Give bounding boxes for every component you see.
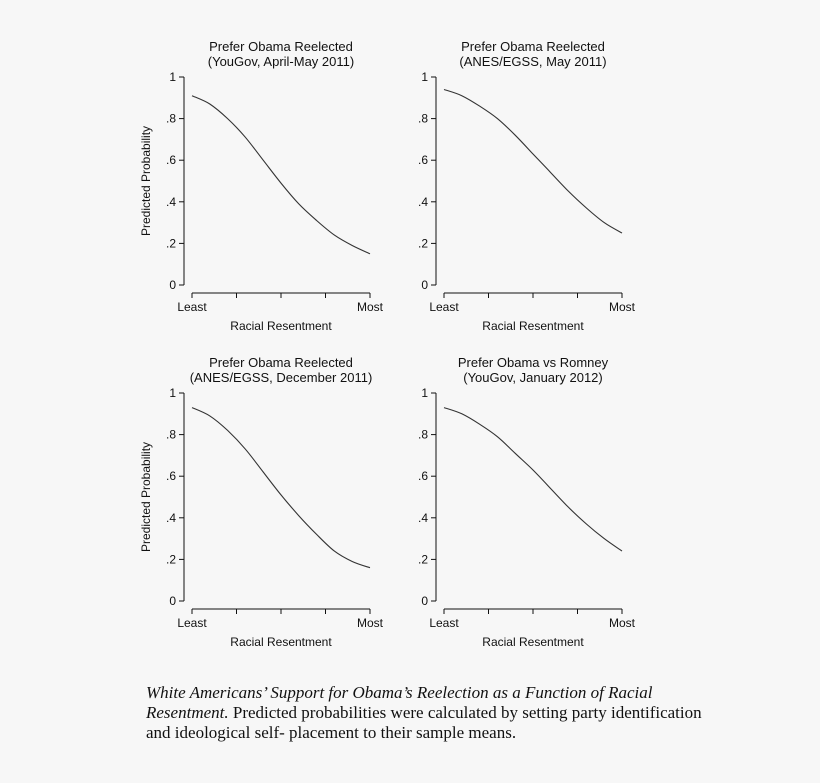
x-axis-title: Racial Resentment bbox=[482, 635, 584, 649]
y-tick-label: .2 bbox=[165, 552, 176, 567]
x-tick-label: Most bbox=[608, 616, 636, 630]
series-line bbox=[192, 96, 370, 254]
y-tick-label: .2 bbox=[165, 236, 176, 251]
chart-panel-3 bbox=[139, 355, 384, 649]
caption-body: Predicted probabilities were calculated by setting party identification and ideological self- placement to their sample means. bbox=[146, 703, 702, 742]
chart-subtitle: (YouGov, April-May 2011) bbox=[207, 54, 355, 69]
y-tick-label: 0 bbox=[169, 594, 176, 608]
y-tick-label: .8 bbox=[165, 427, 176, 442]
y-tick-label: 1 bbox=[421, 386, 428, 400]
y-tick-label: 1 bbox=[421, 70, 428, 84]
x-tick-label: Most bbox=[356, 616, 384, 630]
y-tick-label: 0 bbox=[421, 594, 428, 608]
y-axis-title: Predicted Probability bbox=[139, 125, 153, 237]
chart-title: Prefer Obama Reelected bbox=[209, 39, 353, 54]
figure-caption bbox=[146, 683, 706, 743]
chart-subtitle: (ANES/EGSS, December 2011) bbox=[189, 370, 373, 385]
chart-panel-2 bbox=[418, 39, 636, 333]
y-tick-label: .6 bbox=[165, 469, 176, 484]
y-tick-label: .6 bbox=[417, 469, 428, 484]
y-tick-label: .4 bbox=[165, 510, 176, 525]
y-tick-label: .2 bbox=[417, 552, 428, 567]
chart-title: Prefer Obama Reelected bbox=[209, 355, 353, 370]
y-tick-label: .8 bbox=[417, 427, 428, 442]
y-tick-label: 1 bbox=[169, 70, 176, 84]
chart-subtitle: (ANES/EGSS, May 2011) bbox=[459, 54, 607, 69]
x-axis-title: Racial Resentment bbox=[482, 319, 584, 333]
x-tick-label: Least bbox=[429, 300, 459, 314]
y-tick-label: .4 bbox=[417, 510, 428, 525]
chart-subtitle: (YouGov, January 2012) bbox=[463, 370, 603, 385]
y-tick-label: .8 bbox=[165, 111, 176, 126]
chart-title: Prefer Obama Reelected bbox=[461, 39, 605, 54]
y-tick-label: .6 bbox=[165, 153, 176, 168]
series-line bbox=[444, 408, 622, 551]
y-tick-label: 1 bbox=[169, 386, 176, 400]
chart-panel-1 bbox=[139, 39, 384, 333]
x-tick-label: Least bbox=[177, 616, 207, 630]
y-tick-label: .4 bbox=[165, 194, 176, 209]
y-tick-label: .2 bbox=[417, 236, 428, 251]
y-tick-label: 0 bbox=[421, 278, 428, 292]
caption-lead: White Americans’ Support for Obama’s Reelection as a Function of Racial Resentment. bbox=[146, 683, 653, 722]
x-tick-label: Most bbox=[356, 300, 384, 314]
series-line bbox=[444, 90, 622, 234]
x-axis-title: Racial Resentment bbox=[230, 319, 332, 333]
x-tick-label: Least bbox=[177, 300, 207, 314]
chart-panel-4 bbox=[418, 355, 636, 649]
x-tick-label: Most bbox=[608, 300, 636, 314]
y-tick-label: .8 bbox=[417, 111, 428, 126]
y-tick-label: .6 bbox=[417, 153, 428, 168]
x-axis-title: Racial Resentment bbox=[230, 635, 332, 649]
y-tick-label: 0 bbox=[169, 278, 176, 292]
x-tick-label: Least bbox=[429, 616, 459, 630]
chart-title: Prefer Obama vs Romney bbox=[457, 355, 609, 370]
y-tick-label: .4 bbox=[417, 194, 428, 209]
series-line bbox=[192, 408, 370, 568]
y-axis-title: Predicted Probability bbox=[139, 441, 153, 553]
